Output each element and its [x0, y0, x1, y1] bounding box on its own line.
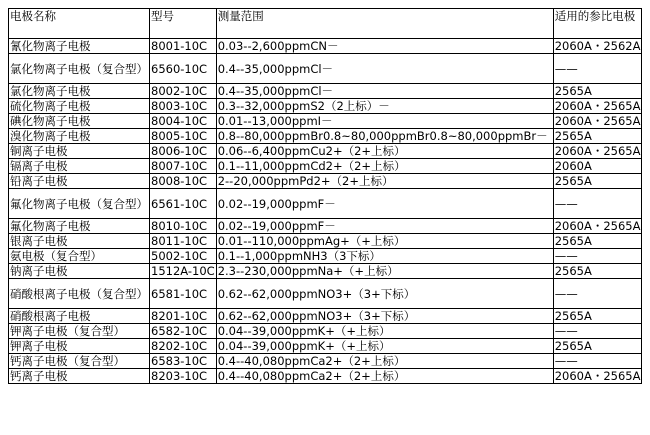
model-cell: 8002-10C — [150, 84, 217, 99]
electrode-table — [8, 8, 642, 384]
electrode-name-cell: 硝酸根离子电极 — [9, 309, 150, 324]
electrode-name-cell: 钙离子电极（复合型） — [9, 354, 150, 369]
table-row — [9, 369, 642, 384]
range-cell: 0.4--40,080ppmCa2+（2+上标） — [216, 354, 553, 369]
range-cell: 2.3--230,000ppmNa+（+上标） — [216, 264, 553, 279]
electrode-name-cell: 铜离子电极 — [9, 144, 150, 159]
header-range: 测量范围 — [216, 9, 553, 39]
model-cell: 8006-10C — [150, 144, 217, 159]
model-cell: 8203-10C — [150, 369, 217, 384]
range-cell: 0.02--19,000ppmF－ — [216, 219, 553, 234]
range-cell: 0.02--19,000ppmF－ — [216, 189, 553, 219]
range-cell: 0.01--13,000ppmI－ — [216, 114, 553, 129]
electrode-name-cell: 氯化物离子电极 — [9, 84, 150, 99]
range-cell: 0.62--62,000ppmNO3+（3+下标） — [216, 309, 553, 324]
range-cell: 0.1--11,000ppmCd2+（2+上标） — [216, 159, 553, 174]
range-cell: 0.06--6,400ppmCu2+（2+上标） — [216, 144, 553, 159]
table-row — [9, 219, 642, 234]
model-cell: 8004-10C — [150, 114, 217, 129]
electrode-name-cell: 钾离子电极 — [9, 339, 150, 354]
range-cell: 0.04--39,000ppmK+（+上标） — [216, 339, 553, 354]
table-row — [9, 324, 642, 339]
range-cell: 0.04--39,000ppmK+（+上标） — [216, 324, 553, 339]
table-row — [9, 309, 642, 324]
header-row — [9, 9, 642, 39]
range-cell: 2--20,000ppmPd2+（2+上标） — [216, 174, 553, 189]
electrode-name-cell: 硫化物离子电极 — [9, 99, 150, 114]
table-row — [9, 234, 642, 249]
table-row — [9, 84, 642, 99]
model-cell: 6582-10C — [150, 324, 217, 339]
reference-electrode-cell: —— — [553, 189, 642, 219]
reference-electrode-cell: 2565A — [553, 264, 642, 279]
model-cell: 8008-10C — [150, 174, 217, 189]
header-name: 电极名称 — [9, 9, 150, 39]
model-cell: 6583-10C — [150, 354, 217, 369]
electrode-name-cell: 钙离子电极 — [9, 369, 150, 384]
table-row — [9, 339, 642, 354]
table-row — [9, 264, 642, 279]
table-row — [9, 129, 642, 144]
reference-electrode-cell: —— — [553, 279, 642, 309]
model-cell: 1512A-10C — [151, 264, 215, 278]
electrode-name-cell: 氟化物离子电极 — [9, 219, 150, 234]
electrode-name-cell: 氟化物离子电极（复合型） — [9, 189, 150, 219]
electrode-name-cell: 铅离子电极 — [9, 174, 150, 189]
range-cell: 0.4--35,000ppmCl－ — [216, 54, 553, 84]
table-row — [9, 189, 642, 219]
electrode-name-cell: 银离子电极 — [9, 234, 150, 249]
model-cell: 8011-10C — [150, 234, 217, 249]
range-cell: 0.03--2,600ppmCN－ — [216, 39, 553, 54]
table-row — [9, 354, 642, 369]
table-row — [9, 99, 642, 114]
reference-electrode-cell: 2565A — [553, 174, 642, 189]
electrode-name-cell: 钠离子电极 — [9, 264, 150, 279]
reference-electrode-cell: —— — [553, 324, 642, 339]
reference-electrode-cell: 2060A・2562A — [554, 39, 641, 53]
reference-electrode-cell: 2565A — [553, 309, 642, 324]
range-cell: 0.01--110,000ppmAg+（+上标） — [216, 234, 553, 249]
model-cell: 8202-10C — [150, 339, 217, 354]
reference-electrode-cell: 2060A・2565A — [554, 99, 641, 113]
header-reference-electrode: 适用的参比电极 — [553, 9, 642, 39]
model-cell: 6560-10C — [150, 54, 217, 84]
model-cell: 8010-10C — [150, 219, 217, 234]
model-cell: 8005-10C — [150, 129, 217, 144]
range-cell: 0.1--1,000ppmNH3（3下标） — [216, 249, 553, 264]
model-cell: 8001-10C — [150, 39, 217, 54]
model-cell: 8201-10C — [150, 309, 217, 324]
table-row — [9, 174, 642, 189]
table-row — [9, 249, 642, 264]
reference-electrode-cell: 2060A・2565A — [554, 144, 641, 158]
table-body — [9, 9, 642, 384]
table-row — [9, 144, 642, 159]
reference-electrode-cell: 2565A — [553, 129, 642, 144]
electrode-name-cell: 硝酸根离子电极（复合型） — [9, 279, 150, 309]
electrode-name-cell: 氰化物离子电极 — [9, 39, 150, 54]
model-cell: 8003-10C — [150, 99, 217, 114]
reference-electrode-cell: —— — [553, 249, 642, 264]
range-cell: 0.62--62,000ppmNO3+（3+下标） — [216, 279, 553, 309]
model-cell: 8007-10C — [150, 159, 217, 174]
reference-electrode-cell: 2565A — [553, 339, 642, 354]
electrode-name-cell: 氨电极（复合型） — [9, 249, 150, 264]
table-row — [9, 39, 642, 54]
model-cell: 6581-10C — [150, 279, 217, 309]
electrode-name-cell: 镉离子电极 — [9, 159, 150, 174]
reference-electrode-cell: 2565A — [553, 84, 642, 99]
reference-electrode-cell: 2060A・2565A — [554, 369, 641, 383]
table-container — [8, 8, 642, 384]
range-cell: 0.3--32,000ppmS2（2上标）－ — [216, 99, 553, 114]
range-cell: 0.4--40,080ppmCa2+（2+上标） — [216, 369, 553, 384]
header-model: 型号 — [150, 9, 217, 39]
reference-electrode-cell: 2565A — [553, 234, 642, 249]
reference-electrode-cell: —— — [553, 354, 642, 369]
table-row — [9, 159, 642, 174]
reference-electrode-cell: 2060A・2565A — [554, 219, 641, 233]
electrode-name-cell: 溴化物离子电极 — [9, 129, 150, 144]
electrode-name-cell: 碘化物离子电极 — [9, 114, 150, 129]
model-cell: 6561-10C — [150, 189, 217, 219]
reference-electrode-cell: —— — [553, 54, 642, 84]
table-row — [9, 114, 642, 129]
table-row — [9, 279, 642, 309]
electrode-name-cell: 钾离子电极（复合型） — [9, 324, 150, 339]
table-row — [9, 54, 642, 84]
model-cell: 5002-10C — [150, 249, 217, 264]
range-cell: 0.8--80,000ppmBr0.8~80,000ppmBr0.8~80,000ppmBr－ — [216, 129, 553, 144]
reference-electrode-cell: 2060A・2565A — [554, 114, 641, 128]
range-cell: 0.4--35,000ppmCl－ — [216, 84, 553, 99]
electrode-name-cell: 氯化物离子电极（复合型） — [9, 54, 150, 84]
reference-electrode-cell: 2060A — [553, 159, 642, 174]
